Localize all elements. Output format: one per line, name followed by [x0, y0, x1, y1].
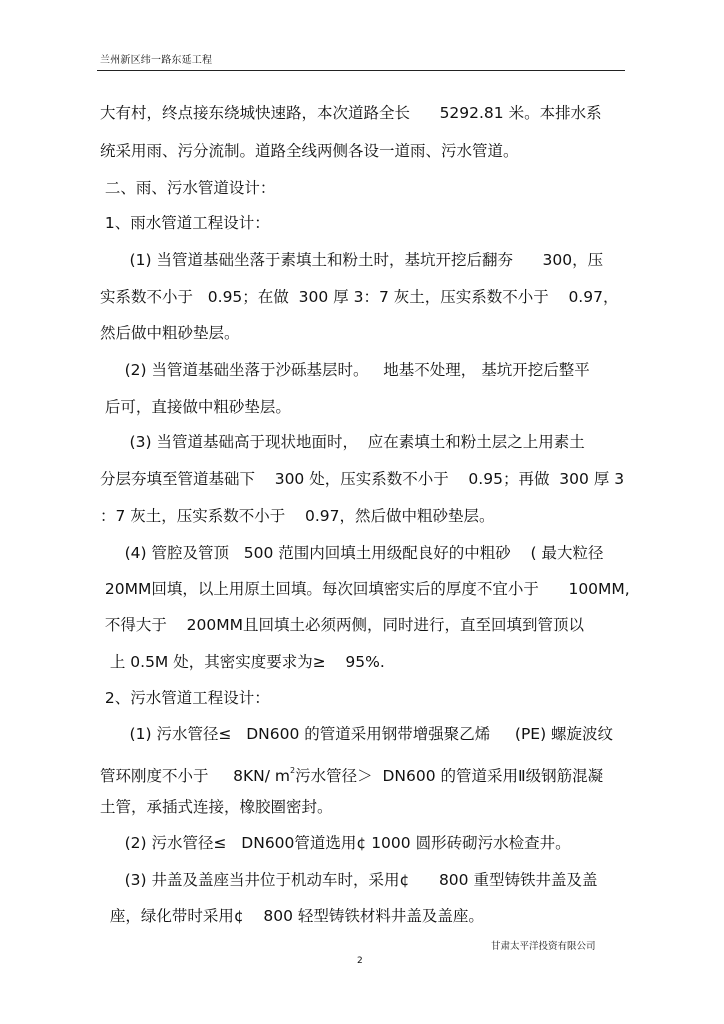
header-rule — [97, 70, 625, 71]
body-line-5: (1) 当管道基础坐落于素填土和粉土时，基坑开挖后翻夯 300，压 — [100, 251, 604, 269]
body-line-19-head: 管环刚度不小于 8KN/ m — [100, 767, 291, 785]
body-line-10: (3) 当管道基础高于现状地面时， 应在素填土和粉土层之上用素土 — [100, 433, 585, 451]
body-line-8: (2) 当管道基础坐落于沙砾基层时。 地基不处理， 基坑开挖后整平 — [100, 361, 590, 379]
page-number: 2 — [357, 956, 363, 966]
body-line-1: 大有村，终点接东绕城快速路，本次道路全长 5292.81 米。本排水系 — [100, 104, 602, 122]
body-line-7: 然后做中粗砂垫层。 — [100, 324, 240, 342]
body-line-13: (4) 管腔及管顶 500 范围内回填土用级配良好的中粗砂 ( 最大粒径 — [100, 544, 604, 562]
header-title: 兰州新区纬一路东延工程 — [100, 55, 213, 66]
body-line-15: 不得大于 200MM且回填土必须两侧，同时进行，直至回填到管顶以 — [100, 616, 584, 634]
subsection-heading-2: 2、污水管道工程设计： — [100, 689, 270, 707]
body-line-21: (2) 污水管径≤ DN600管道选用¢ 1000 圆形砖砌污水检查井。 — [100, 834, 571, 852]
body-line-19-tail: 污水管径＞ DN600 的管道采用Ⅱ级钢筋混凝 — [295, 767, 604, 785]
body-line-19 — [100, 761, 724, 786]
footer-company: 甘肃太平洋投资有限公司 — [491, 941, 596, 952]
body-line-20: 土管，承插式连接，橡胶圈密封。 — [100, 798, 333, 816]
body-line-12: ：7 灰土，压实系数不小于 0.97，然后做中粗砂垫层。 — [100, 507, 495, 525]
body-line-2: 统采用雨、污分流制。道路全线两侧各设一道雨、污水管道。 — [100, 142, 519, 160]
section-heading: 二、雨、污水管道设计： — [100, 179, 276, 197]
subsection-heading: 1、雨水管道工程设计： — [100, 214, 270, 232]
body-line-22: (3) 井盖及盖座当井位于机动车时，采用¢ 800 重型铸铁井盖及盖 — [100, 871, 598, 889]
body-line-18: (1) 污水管径≤ DN600 的管道采用钢带增强聚乙烯 (PE) 螺旋波纹 — [100, 725, 614, 743]
body-line-9: 后可，直接做中粗砂垫层。 — [100, 398, 291, 416]
superscript-2: 2 — [290, 766, 296, 775]
body-line-6: 实系数不小于 0.95；在做 300 厚 3：7 灰土，压实系数不小于 0.97， — [100, 288, 619, 306]
body-line-23: 座，绿化带时采用¢ 800 轻型铸铁材料井盖及盖座。 — [100, 907, 484, 925]
body-line-11: 分层夯填至管道基础下 300 处，压实系数不小于 0.95；再做 300 厚 3 — [100, 470, 625, 488]
body-line-16: 上 0.5M 处，其密实度要求为≥ 95%. — [100, 653, 385, 671]
body-line-14: 20MM回填，以上用原土回填。每次回填密实后的厚度不宜小于 100MM, — [100, 580, 630, 598]
